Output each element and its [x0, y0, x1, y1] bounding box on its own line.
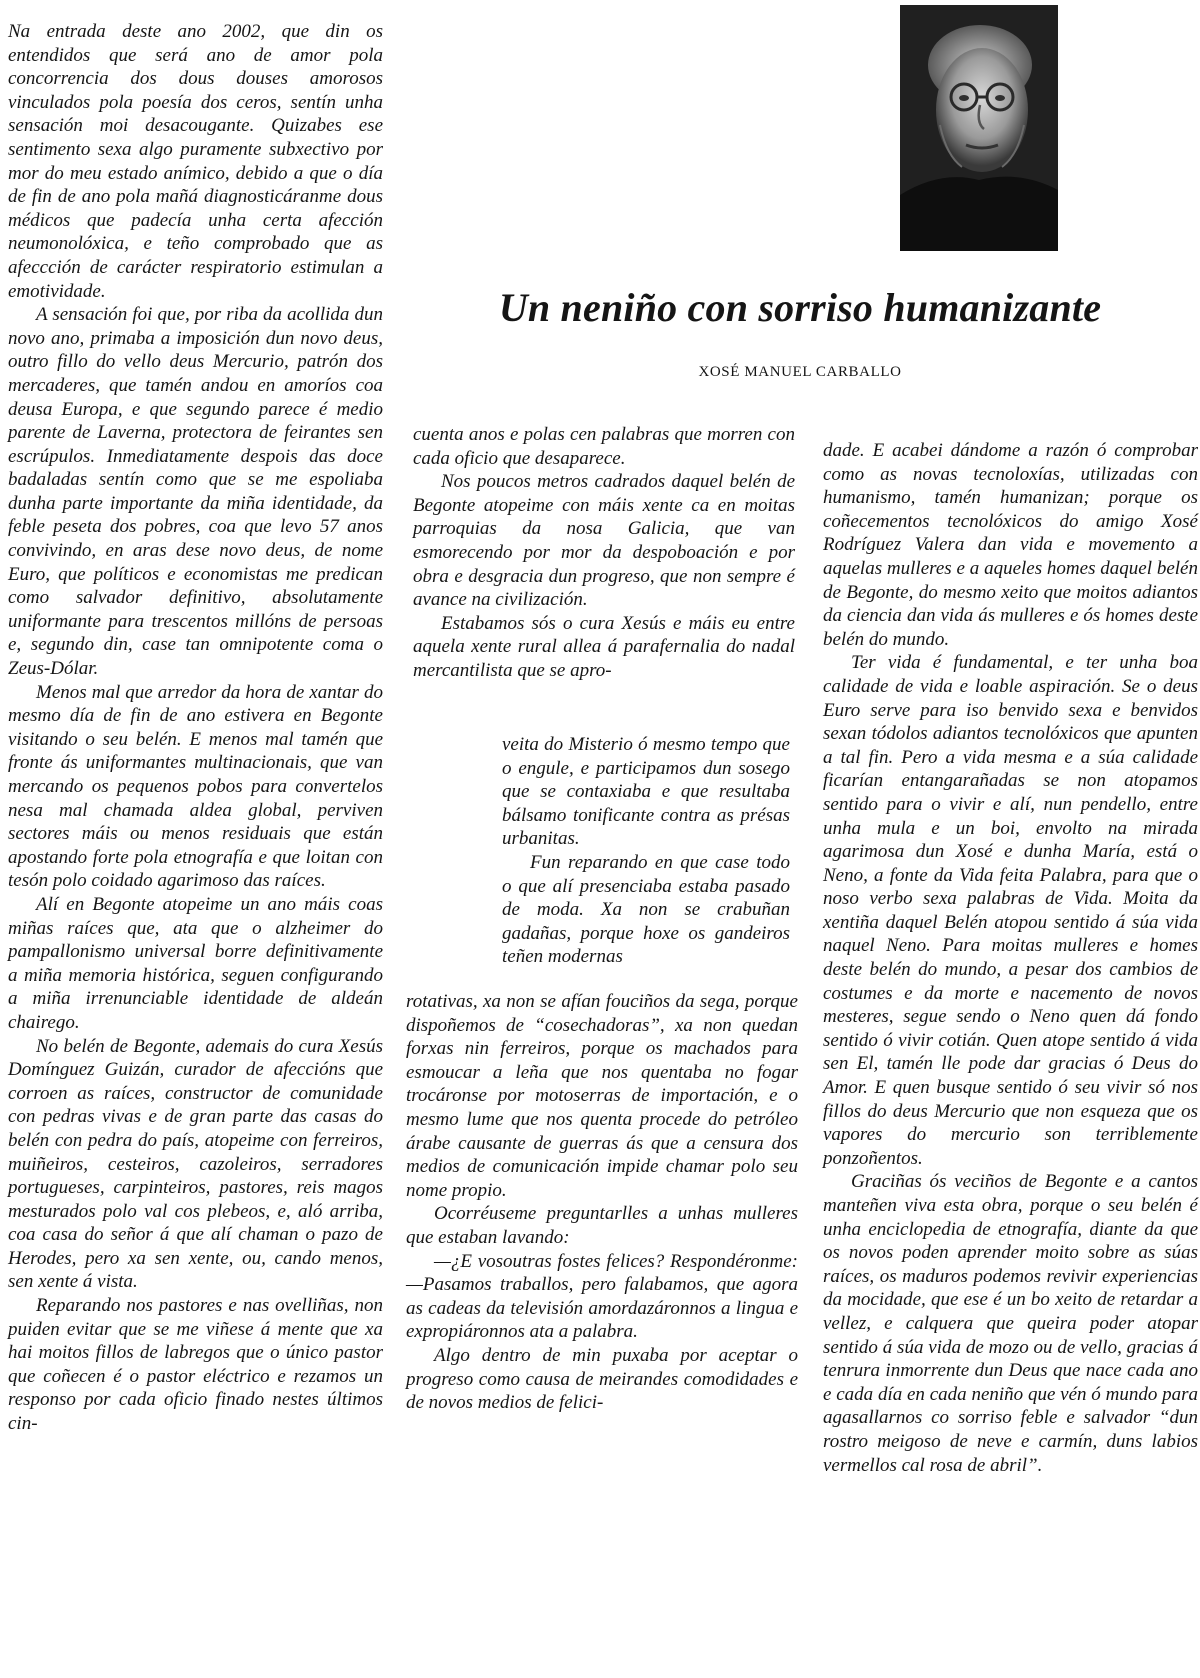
article-column-2-middle — [502, 733, 790, 969]
paragraph: Algo dentro de min puxaba por aceptar o progreso como causa de meirandes comodidades e de novos medios de felici- — [406, 1344, 798, 1414]
article-column-1 — [8, 20, 383, 1436]
paragraph: rotativas, xa non se afían fouciños da sega, porque dispoñemos de “cosechadoras”, xa non quedan forxas nin ferreiros, porque os machados para esmoucar a leña que nos quentaba no fogar trocáronse por motoserras de importación, e o mesmo lume que nos quenta procede do petróleo árabe causante de guerras ás que a censura dos medios de comunicación impide chamar polo seu nome propio. — [406, 991, 798, 1201]
paragraph: Estabamos sós o cura Xesús e máis eu entre aquela xente rural allea á parafernalia do nadal mercantilista que se apro- — [413, 612, 795, 681]
paragraph: Graciñas ós veciños de Begonte e a cantos manteñen viva esta obra, porque o seu belén é unha enciclopedia de etnografía, diante da que os novos poden aprender moito sobre as súas raíces, os maduros podemos revivir experiencias da mocidade, que ese é un bo xeito de retardar a vellez, e calquera que queira poder atopar sentido á súa vida de mozo ou de vello, gracias á tenrura inmorrente dun Deus que nace cada ano e cada día en cada neniño que vén ó mundo para agasallarnos co sorriso feble e salvador “dun rostro meigoso de neve e carmín, duns labios vermellos cal rosa de abril”. — [823, 1171, 1198, 1476]
paragraph: cuenta anos e polas cen palabras que morren con cada oficio que desaparece. — [413, 424, 795, 469]
paragraph: Reparando nos pastores e nas ovelliñas, non puiden evitar que se me viñese á mente que xa hai moitos fillos de labregos que o único pastor que coñecen é o pastor eléctrico e rezamos un responso por cada oficio finado nestes últimos cin- — [8, 1295, 383, 1435]
paragraph: Alí en Begonte atopeime un ano máis coas miñas raíces que, ata que o alzheimer do pampallonismo universal borre definitivamente a miña memoria histórica, seguen configurando a miña irrenunciable identidade de aldeán chairego. — [8, 893, 383, 1033]
article-column-2-top — [413, 423, 795, 683]
paragraph: dade. E acabei dándome a razón ó comprobar como as novas tecnoloxías, utilizadas con humanismo, tamén humanizan; porque os coñecementos tecnolóxicos do amigo Xosé Rodríguez Valera dan vida e movemento a aquelas mulleres e a aqueles homes daquel belén de Begonte, do mesmo xeito que moitos adiantos da ciencia dan vida ás mulleres e ós homes deste belén do mundo. — [823, 440, 1198, 650]
paragraph: Nos poucos metros cadrados daquel belén de Begonte atopeime con máis xente ca en moitas parroquias da nosa Galicia, que van esmorecendo por mor da despoboación e por obra e desgracia dun progreso, que non sempre é avance na civilización. — [413, 471, 795, 611]
paragraph: Menos mal que arredor da hora de xantar do mesmo día de fin de ano estivera en Begonte visitando o seu belén. E menos mal tamén que fronte ás uniformantes multinacionais, que van mercando os pequenos pobos para convertelos nesa mal chamada aldea global, perviven sectores máis ou menos residuais que están apostando forte pola etnografía e que loitan con tesón polo coidado agarimoso das raíces. — [8, 681, 383, 892]
article-column-2-bottom — [406, 990, 798, 1415]
paragraph: veita do Misterio ó mesmo tempo que o engule, e participamos dun sosego que se contaxiaba e que resultaba bálsamo tonificante contra as présas urbanitas. — [502, 734, 790, 850]
paragraph: Na entrada deste ano 2002, que din os entendidos que será ano de amor pola concorrencia dos dous douses amorosos vinculados pola poesía dos ceros, sentín unha sensación moi desacougante. Quizabes ese sentimento sexa algo puramente subxectivo por mor do meu estado anímico, debido a que o día de fin de ano pola mañá diagnosticáranme dous médicos que padecía unha certa afección neumonolóxica, e teño comprobado que as afeccción de carácter respiratorio estimulan a emotividade. — [8, 21, 383, 302]
article-headline: Un neniño con sorriso humanizante — [498, 285, 1102, 330]
paragraph: Ocorréuseme preguntarlles a unhas mulleres que estaban lavando: — [406, 1203, 798, 1248]
paragraph: Ter vida é fundamental, e ter unha boa calidade de vida e loable aspiración. Se o deus Euro serve para iso benvido sexa e benvidos sexan tódolos adiantos tecnolóxicos que apunten a tal fin. Pero a vida mesma e a súa calidade ficarían entangarañadas se non atopamos sentido para o vivir e alí, nun pendello, entre unha mula e un boi, envolto na mirada agarimosa dun Xosé e dunha María, está o Neno, a fonte da Vida feita Palabra, para que o noso verbo sexa palabras de Vida. Moita da xentiña daquel Belén atopou sentido á súa vida naquel Neno. Para moitas mulleres e homes deste belén do mundo, a pesar dos cambios de costumes e da morte e nacemento de novos mesteres, segue sendo o Neno quen dá fondo sentido ó vivir cotián. Quen atope sentido á vida sen El, tamén lle pode dar gracias ó Deus do Amor. E quen busque sentido ó seu vivir só nos fillos do deus Mercurio que non esqueza que os vapores do mercurio son terriblemente ponzoñentos. — [823, 652, 1198, 1169]
article-column-3 — [823, 439, 1198, 1477]
author-photo — [900, 5, 1058, 251]
paragraph: No belén de Begonte, ademais do cura Xesús Domínguez Guizán, curador de afeccións que corroen as raíces, constructor de comunidade con pedras vivas e de gran parte das casas do belén con pedra do país, atopeime con ferreiros, muiñeiros, cesteiros, cazoleiros, serradores portugueses, carpinteiros, pastores, reis magos mesturados polo val cos plebeos, e, aló arriba, coa casa do señor á que alí chaman o pazo de Herodes, pero xa sen xente, ou, cando menos, sen xente á vista. — [8, 1035, 383, 1293]
article-byline: XOSÉ MANUEL CARBALLO — [698, 364, 902, 380]
paragraph: A sensación foi que, por riba da acollida dun novo ano, primaba a imposición dun novo deus, outro fillo do vello deus Mercurio, patrón dos mercaderes, que tamén andou en amoríos coa deusa Europa, e que segundo parece é medio parente de Laverna, protectora de feirantes sen escrúpulos. Inmediatamente despois das doce badaladas sentín como que se me espoliaba dunha parte importante da miña identidade, da feble peseta dos pobres, coa que levo 57 anos convivindo, en aras dese novo deus, de nome Euro, que políticos e economistas me predican como salvador definitivo, absolutamente uniformante para trescentos millóns de persoas e, segundo din, case tan omnipotente coma o Zeus-Dólar. — [8, 304, 383, 680]
author-portrait-icon — [900, 5, 1058, 251]
paragraph: Fun reparando en que case todo o que alí presenciaba estaba pasado de moda. Xa non se crabuñan gadañas, porque hoxe os gandeiros teñen modernas — [502, 851, 790, 968]
paragraph: —¿E vosoutras fostes felices? Respondéronme: —Pasamos traballos, pero falabamos, que agora as cadeas da televisión amordazáronnos a lingua e expropiáronnos ata a palabra. — [406, 1250, 798, 1343]
